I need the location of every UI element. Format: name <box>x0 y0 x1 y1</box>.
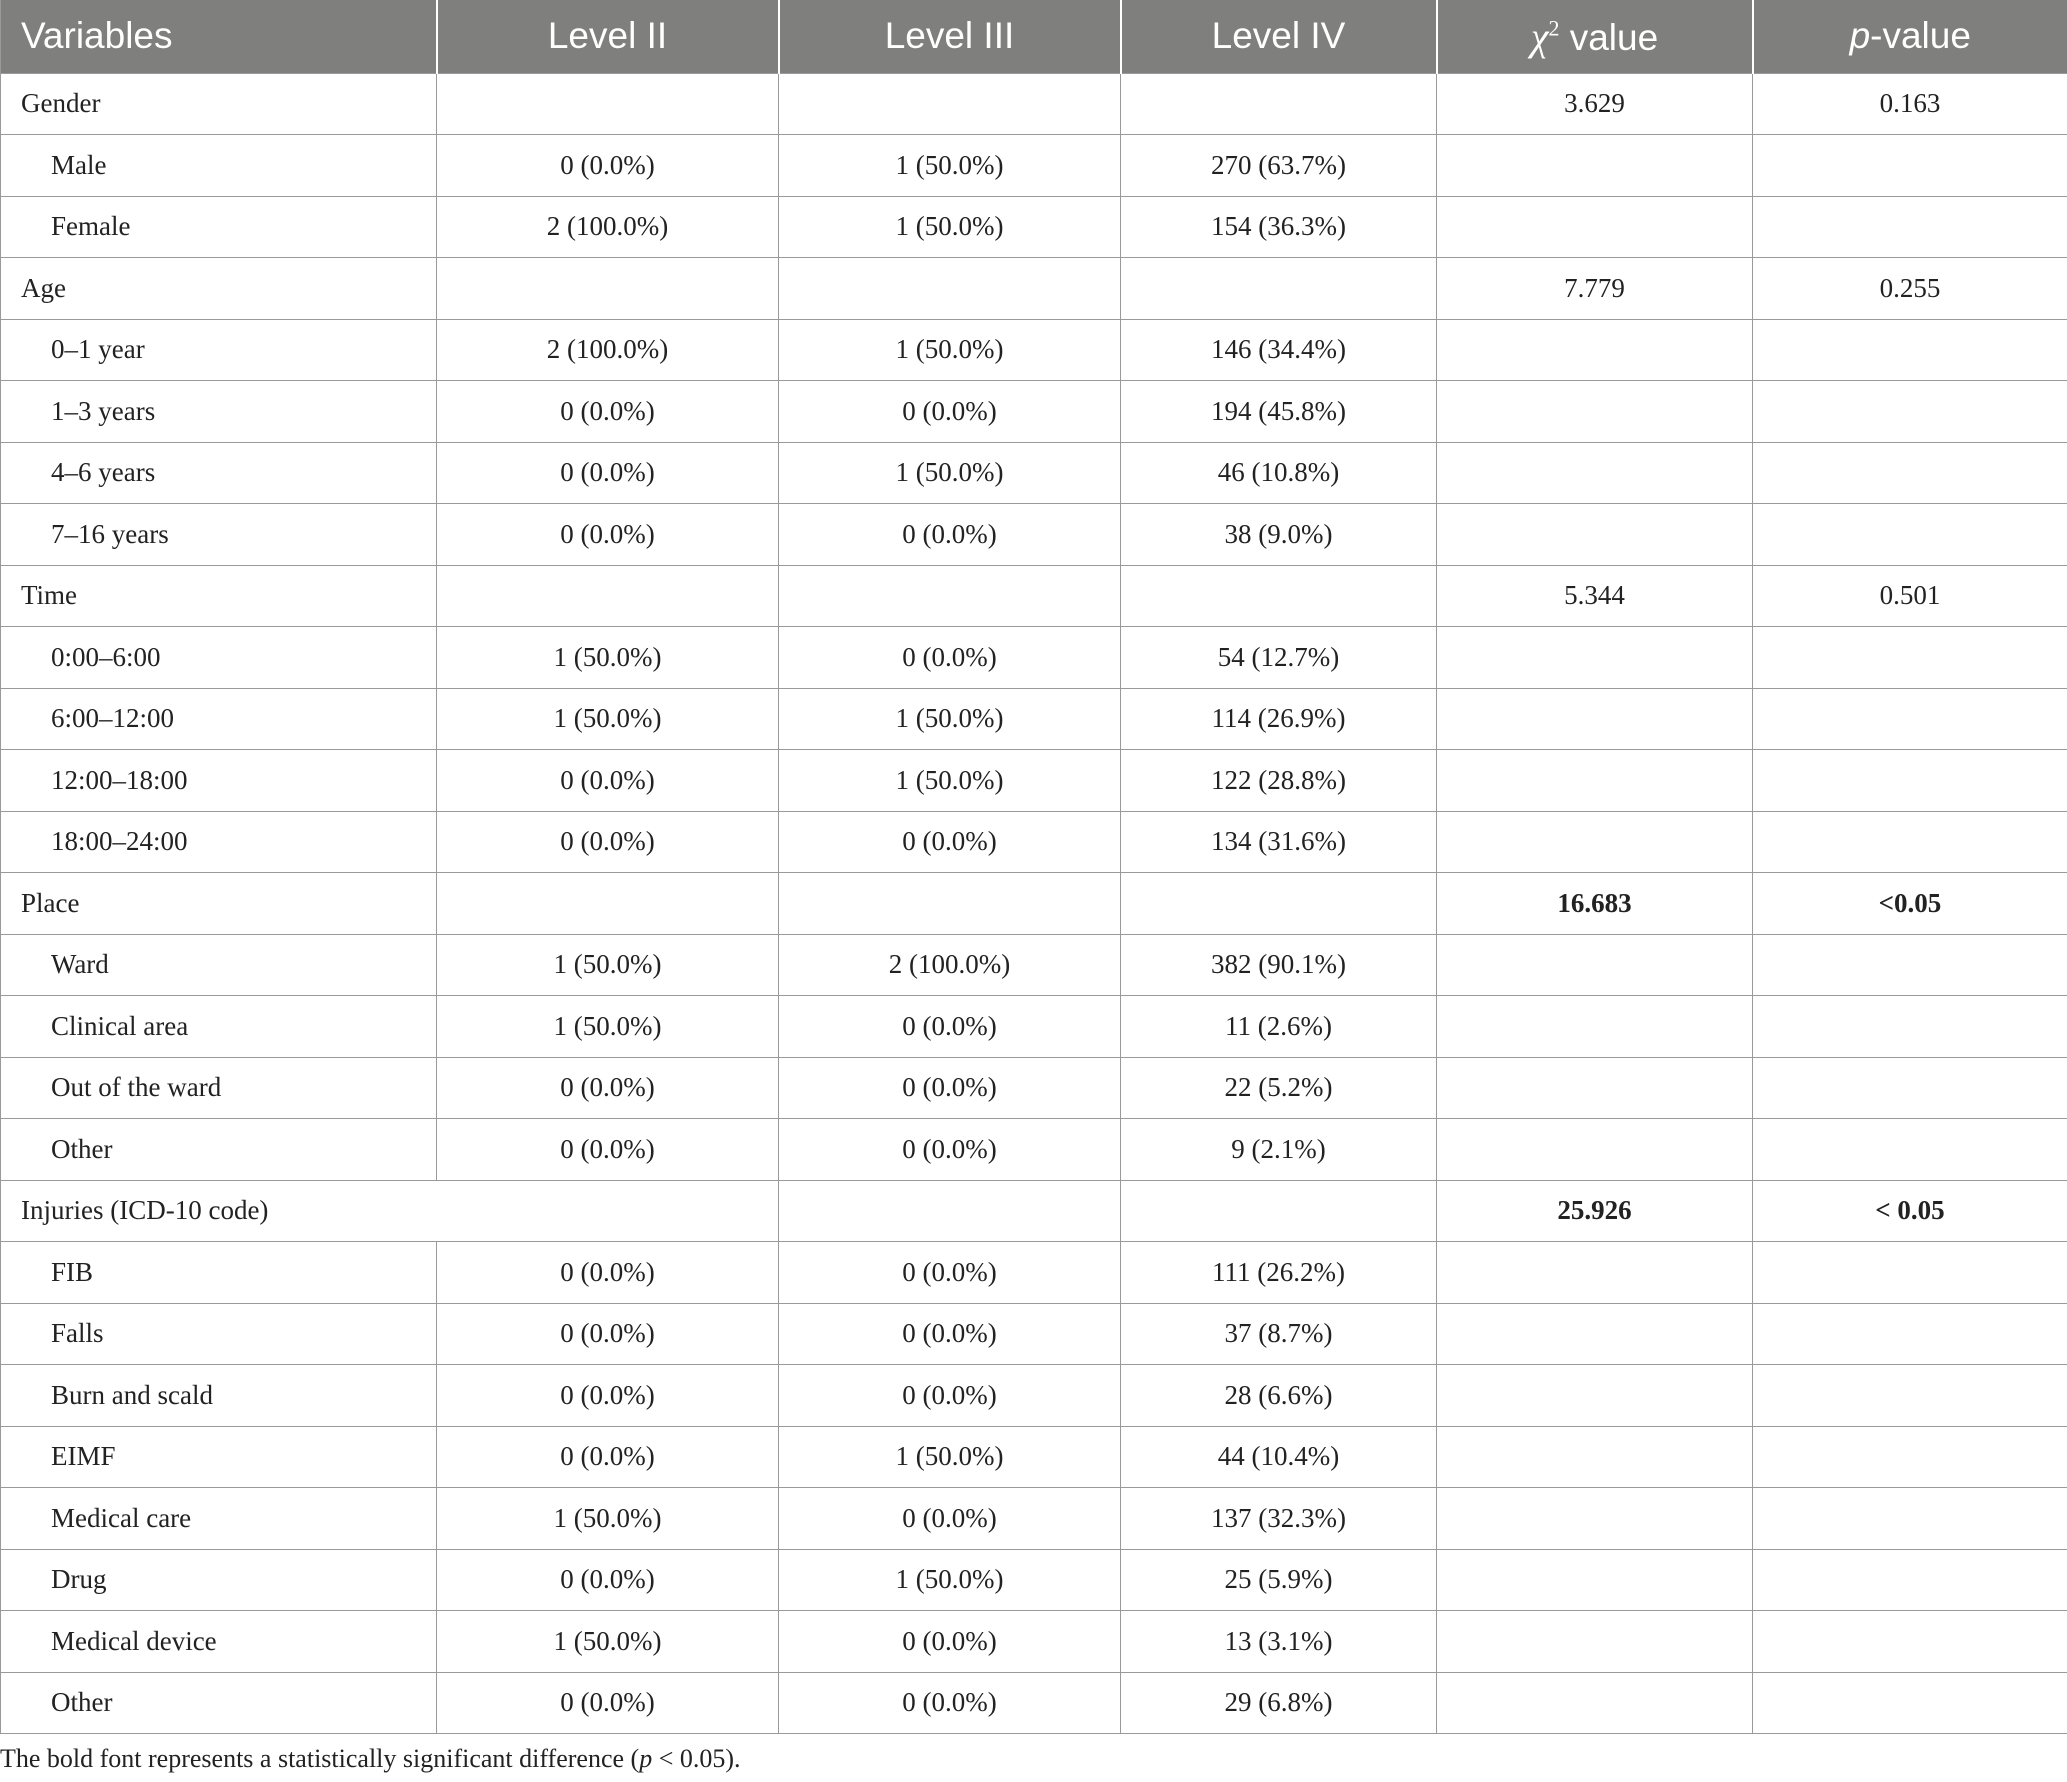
p-value-cell <box>1753 1242 2067 1304</box>
p-value-cell <box>1753 934 2067 996</box>
variable-cell: Out of the ward <box>1 1057 437 1119</box>
level-2-cell: 1 (50.0%) <box>437 996 779 1058</box>
level-3-cell: 0 (0.0%) <box>779 504 1121 566</box>
variable-cell: 0:00–6:00 <box>1 627 437 689</box>
variable-cell: Injuries (ICD-10 code) <box>1 1180 779 1242</box>
level-2-cell: 0 (0.0%) <box>437 1242 779 1304</box>
table-row <box>1 627 2067 689</box>
header-level-3: Level III <box>779 0 1121 73</box>
variable-cell: Burn and scald <box>1 1365 437 1427</box>
chi-square-cell <box>1437 1488 1753 1550</box>
level-3-cell <box>779 873 1121 935</box>
variable-cell: 1–3 years <box>1 381 437 443</box>
level-3-cell: 0 (0.0%) <box>779 1365 1121 1427</box>
chi-square-cell: 7.779 <box>1437 258 1753 320</box>
p-suffix: -value <box>1870 15 1971 57</box>
variable-cell: Male <box>1 135 437 197</box>
level-2-cell: 0 (0.0%) <box>437 1426 779 1488</box>
level-2-cell: 1 (50.0%) <box>437 688 779 750</box>
chi-square-cell <box>1437 1672 1753 1734</box>
level-3-cell <box>779 73 1121 135</box>
chi-square-cell <box>1437 627 1753 689</box>
variable-cell: EIMF <box>1 1426 437 1488</box>
variable-cell: Place <box>1 873 437 935</box>
level-4-cell: 13 (3.1%) <box>1121 1611 1437 1673</box>
level-2-cell: 1 (50.0%) <box>437 1611 779 1673</box>
level-4-cell: 37 (8.7%) <box>1121 1303 1437 1365</box>
level-2-cell: 0 (0.0%) <box>437 1119 779 1181</box>
variable-cell: 18:00–24:00 <box>1 811 437 873</box>
level-4-cell: 122 (28.8%) <box>1121 750 1437 812</box>
level-3-cell: 1 (50.0%) <box>779 1426 1121 1488</box>
level-3-cell: 0 (0.0%) <box>779 1611 1121 1673</box>
table-row <box>1 1488 2067 1550</box>
level-2-cell: 2 (100.0%) <box>437 319 779 381</box>
table-row <box>1 135 2067 197</box>
level-3-cell: 1 (50.0%) <box>779 135 1121 197</box>
variable-cell: Age <box>1 258 437 320</box>
level-4-cell: 9 (2.1%) <box>1121 1119 1437 1181</box>
p-value-cell <box>1753 1303 2067 1365</box>
level-4-cell: 194 (45.8%) <box>1121 381 1437 443</box>
p-value-cell <box>1753 319 2067 381</box>
table-row <box>1 1611 2067 1673</box>
variable-cell: Female <box>1 196 437 258</box>
level-3-cell: 1 (50.0%) <box>779 688 1121 750</box>
level-3-cell: 1 (50.0%) <box>779 196 1121 258</box>
table-row-category <box>1 73 2067 135</box>
level-3-cell: 1 (50.0%) <box>779 1549 1121 1611</box>
level-4-cell: 270 (63.7%) <box>1121 135 1437 197</box>
table-row <box>1 688 2067 750</box>
variable-cell: Time <box>1 565 437 627</box>
chi-square-cell: 5.344 <box>1437 565 1753 627</box>
level-4-cell: 111 (26.2%) <box>1121 1242 1437 1304</box>
p-value-cell <box>1753 381 2067 443</box>
variable-cell: Ward <box>1 934 437 996</box>
level-4-cell: 154 (36.3%) <box>1121 196 1437 258</box>
level-2-cell: 0 (0.0%) <box>437 750 779 812</box>
chi-square-cell <box>1437 934 1753 996</box>
table-row <box>1 319 2067 381</box>
p-value-cell <box>1753 811 2067 873</box>
level-3-cell: 0 (0.0%) <box>779 996 1121 1058</box>
level-2-cell: 0 (0.0%) <box>437 381 779 443</box>
chi-square-cell: 25.926 <box>1437 1180 1753 1242</box>
level-4-cell <box>1121 873 1437 935</box>
table-row-category <box>1 565 2067 627</box>
chi-square-cell <box>1437 1426 1753 1488</box>
level-2-cell <box>437 873 779 935</box>
p-value-cell <box>1753 627 2067 689</box>
header-chi-square <box>1437 0 1753 73</box>
variable-cell: Other <box>1 1672 437 1734</box>
header-level-4: Level IV <box>1121 0 1437 73</box>
p-value-cell <box>1753 196 2067 258</box>
p-value-cell <box>1753 442 2067 504</box>
level-3-cell: 2 (100.0%) <box>779 934 1121 996</box>
chi-square-cell <box>1437 381 1753 443</box>
level-4-cell: 137 (32.3%) <box>1121 1488 1437 1550</box>
level-3-cell: 0 (0.0%) <box>779 1303 1121 1365</box>
level-4-cell: 38 (9.0%) <box>1121 504 1437 566</box>
table-row <box>1 1426 2067 1488</box>
level-4-cell: 11 (2.6%) <box>1121 996 1437 1058</box>
variable-cell: Falls <box>1 1303 437 1365</box>
table-row <box>1 811 2067 873</box>
chi-square-cell <box>1437 1119 1753 1181</box>
p-value-cell <box>1753 1549 2067 1611</box>
chi-symbol: $\chi^2$ <box>1530 13 1560 59</box>
level-3-cell <box>779 258 1121 320</box>
p-value-cell <box>1753 1365 2067 1427</box>
level-2-cell: 0 (0.0%) <box>437 1303 779 1365</box>
table-row <box>1 1303 2067 1365</box>
level-2-cell: 0 (0.0%) <box>437 504 779 566</box>
level-4-cell: 28 (6.6%) <box>1121 1365 1437 1427</box>
chi-square-cell <box>1437 1549 1753 1611</box>
chi-square-cell <box>1437 688 1753 750</box>
level-3-cell: 0 (0.0%) <box>779 811 1121 873</box>
p-value-cell: < 0.05 <box>1753 1180 2067 1242</box>
variable-cell: 6:00–12:00 <box>1 688 437 750</box>
p-italic: p <box>1849 15 1871 57</box>
chi-square-cell <box>1437 1242 1753 1304</box>
p-value-cell <box>1753 504 2067 566</box>
variable-cell: Medical device <box>1 1611 437 1673</box>
level-4-cell: 46 (10.8%) <box>1121 442 1437 504</box>
level-2-cell: 0 (0.0%) <box>437 1549 779 1611</box>
table-row <box>1 1672 2067 1734</box>
footnote-p-italic: p <box>639 1744 653 1773</box>
p-value-cell: <0.05 <box>1753 873 2067 935</box>
level-2-cell <box>437 565 779 627</box>
chi-square-cell <box>1437 996 1753 1058</box>
level-4-cell <box>1121 73 1437 135</box>
header-p-value <box>1753 0 2067 73</box>
level-4-cell <box>1121 258 1437 320</box>
p-value-cell <box>1753 1488 2067 1550</box>
level-2-cell: 0 (0.0%) <box>437 1057 779 1119</box>
chi-square-cell <box>1437 196 1753 258</box>
p-value-cell <box>1753 1611 2067 1673</box>
chi-square-cell: 16.683 <box>1437 873 1753 935</box>
level-3-cell <box>779 565 1121 627</box>
chi-square-cell <box>1437 1303 1753 1365</box>
level-4-cell: 29 (6.8%) <box>1121 1672 1437 1734</box>
header-variables: Variables <box>1 0 437 73</box>
chi-square-cell <box>1437 1057 1753 1119</box>
level-3-cell: 0 (0.0%) <box>779 1119 1121 1181</box>
table-row-category <box>1 258 2067 320</box>
level-2-cell <box>437 73 779 135</box>
level-3-cell: 0 (0.0%) <box>779 1488 1121 1550</box>
level-2-cell: 1 (50.0%) <box>437 934 779 996</box>
level-2-cell: 0 (0.0%) <box>437 442 779 504</box>
table-row-category <box>1 1180 2067 1242</box>
level-3-cell: 0 (0.0%) <box>779 1242 1121 1304</box>
p-value-cell <box>1753 135 2067 197</box>
variable-cell: Medical care <box>1 1488 437 1550</box>
level-4-cell <box>1121 565 1437 627</box>
level-3-cell: 0 (0.0%) <box>779 627 1121 689</box>
table-row <box>1 1365 2067 1427</box>
p-value-cell <box>1753 688 2067 750</box>
table-footnote <box>0 1744 741 1774</box>
header-row <box>1 0 2067 73</box>
footnote-text: The bold font represents a statistically significant difference ( <box>0 1744 640 1773</box>
table-row <box>1 750 2067 812</box>
p-value-cell <box>1753 996 2067 1058</box>
header-level-2: Level II <box>437 0 779 73</box>
variable-cell: Drug <box>1 1549 437 1611</box>
table-row <box>1 1242 2067 1304</box>
level-3-cell: 1 (50.0%) <box>779 750 1121 812</box>
variable-cell: 0–1 year <box>1 319 437 381</box>
p-value-cell <box>1753 1672 2067 1734</box>
chi-square-cell <box>1437 442 1753 504</box>
level-2-cell: 1 (50.0%) <box>437 627 779 689</box>
level-4-cell: 134 (31.6%) <box>1121 811 1437 873</box>
table-row <box>1 1057 2067 1119</box>
variable-cell: Gender <box>1 73 437 135</box>
p-value-cell: 0.501 <box>1753 565 2067 627</box>
level-4-cell: 54 (12.7%) <box>1121 627 1437 689</box>
level-2-cell: 2 (100.0%) <box>437 196 779 258</box>
variable-cell: Clinical area <box>1 996 437 1058</box>
table-row <box>1 934 2067 996</box>
level-2-cell <box>437 258 779 320</box>
p-value-cell <box>1753 1426 2067 1488</box>
chi-square-cell <box>1437 319 1753 381</box>
table-row-category <box>1 873 2067 935</box>
p-value-cell <box>1753 1057 2067 1119</box>
table-row <box>1 442 2067 504</box>
p-value-cell <box>1753 750 2067 812</box>
level-2-cell: 0 (0.0%) <box>437 1672 779 1734</box>
level-2-cell: 1 (50.0%) <box>437 1488 779 1550</box>
variable-cell: FIB <box>1 1242 437 1304</box>
level-3-cell: 0 (0.0%) <box>779 1057 1121 1119</box>
level-4-cell <box>1121 1180 1437 1242</box>
chi-square-cell <box>1437 750 1753 812</box>
level-4-cell: 146 (34.4%) <box>1121 319 1437 381</box>
table-row <box>1 196 2067 258</box>
level-3-cell: 1 (50.0%) <box>779 442 1121 504</box>
chi-square-cell <box>1437 811 1753 873</box>
table-row <box>1 504 2067 566</box>
chi-suffix: value <box>1559 16 1659 58</box>
chi-square-cell <box>1437 1611 1753 1673</box>
level-4-cell: 22 (5.2%) <box>1121 1057 1437 1119</box>
p-value-cell: 0.255 <box>1753 258 2067 320</box>
table-row <box>1 1119 2067 1181</box>
table-row <box>1 996 2067 1058</box>
p-value-cell <box>1753 1119 2067 1181</box>
table-row <box>1 1549 2067 1611</box>
variable-cell: 7–16 years <box>1 504 437 566</box>
level-3-cell: 1 (50.0%) <box>779 319 1121 381</box>
level-2-cell: 0 (0.0%) <box>437 811 779 873</box>
table-row <box>1 381 2067 443</box>
variable-cell: Other <box>1 1119 437 1181</box>
level-4-cell: 44 (10.4%) <box>1121 1426 1437 1488</box>
footnote-text-end: < 0.05). <box>652 1744 741 1773</box>
level-3-cell: 0 (0.0%) <box>779 381 1121 443</box>
level-4-cell: 25 (5.9%) <box>1121 1549 1437 1611</box>
chi-square-cell <box>1437 504 1753 566</box>
level-3-cell <box>779 1180 1121 1242</box>
level-3-cell: 0 (0.0%) <box>779 1672 1121 1734</box>
chi-square-cell: 3.629 <box>1437 73 1753 135</box>
p-value-cell: 0.163 <box>1753 73 2067 135</box>
chi-superscript: 2 <box>1548 15 1560 41</box>
variable-cell: 12:00–18:00 <box>1 750 437 812</box>
level-2-cell: 0 (0.0%) <box>437 1365 779 1427</box>
chi-square-cell <box>1437 1365 1753 1427</box>
level-4-cell: 382 (90.1%) <box>1121 934 1437 996</box>
chi-square-cell <box>1437 135 1753 197</box>
variable-cell: 4–6 years <box>1 442 437 504</box>
level-2-cell: 0 (0.0%) <box>437 135 779 197</box>
level-4-cell: 114 (26.9%) <box>1121 688 1437 750</box>
